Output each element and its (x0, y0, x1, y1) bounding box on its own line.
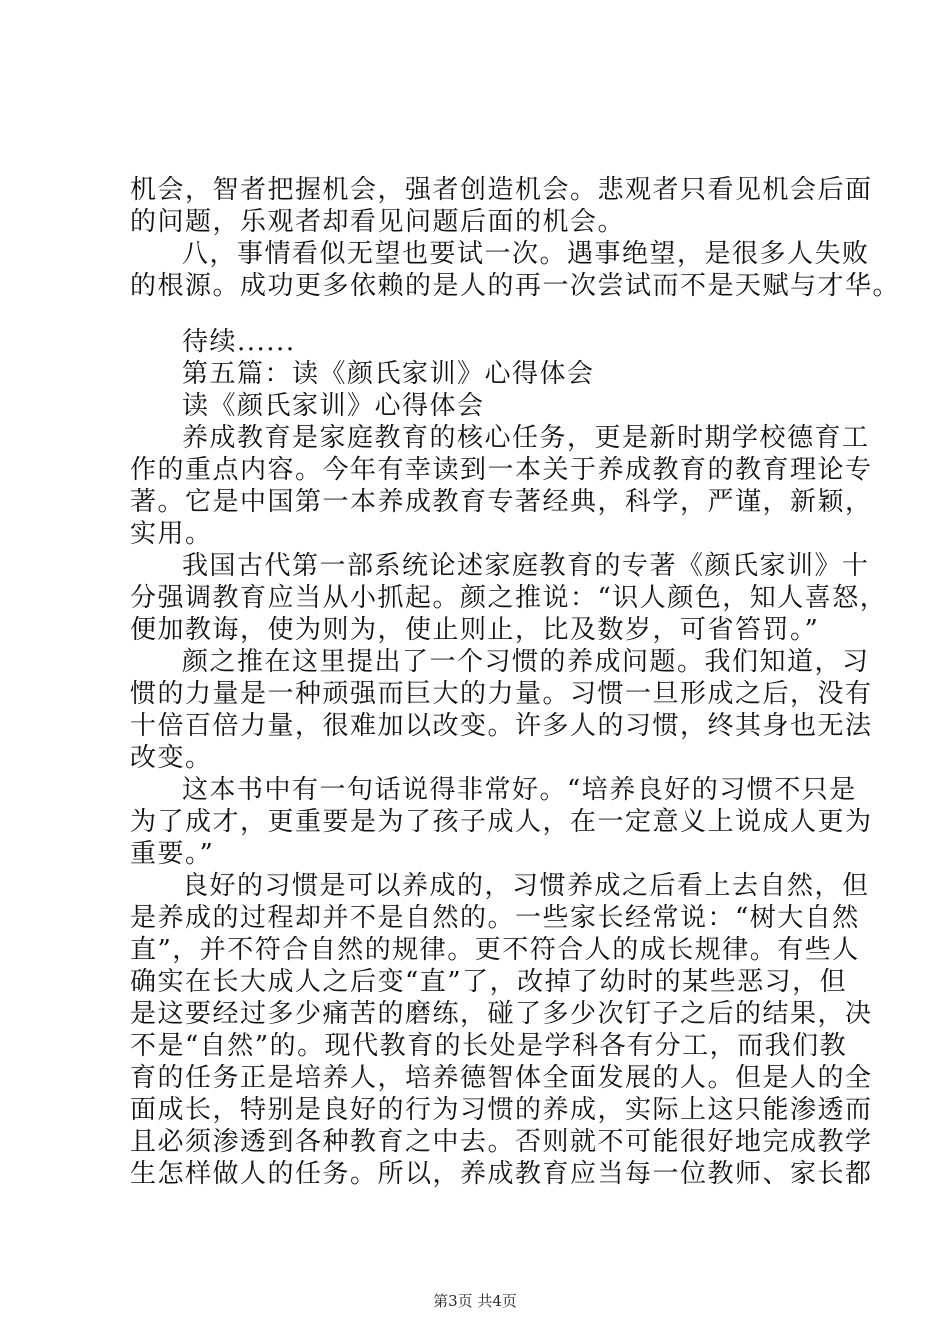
text-line: 育的任务正是培养人，培养德智体全面发展的人。但是人的全 (130, 1063, 873, 1093)
text-line: 直”，并不符合自然的规律。更不符合人的成长规律。有些人 (130, 935, 860, 965)
document-body (130, 174, 901, 1190)
section-heading: 第五篇：读《颜氏家训》心得体会 (182, 359, 595, 389)
text-line: 实用。 (130, 519, 213, 549)
text-line: 待续...... (182, 327, 296, 357)
text-line: 是养成的过程却并不是自然的。一些家长经常说：“树大自然 (130, 903, 860, 933)
text-line: 的根源。成功更多依赖的是人的再一次尝试而不是天赋与才华。 (130, 271, 901, 301)
text-line: 作的重点内容。今年有幸读到一本关于养成教育的教育理论专 (130, 455, 873, 485)
text-line: 惯的力量是一种顽强而巨大的力量。习惯一旦形成之后，没有 (130, 679, 873, 709)
text-line: 十倍百倍力量，很难加以改变。许多人的习惯，终其身也无法 (130, 711, 873, 741)
text-line: 便加教诲，使为则为，使止则止，比及数岁，可省笞罚。” (130, 615, 820, 645)
text-line: 良好的习惯是可以养成的，习惯养成之后看上去自然，但 (182, 871, 870, 901)
paragraph-gap (130, 302, 830, 326)
text-line: 这本书中有一句话说得非常好。“培养良好的习惯不只是 (182, 775, 857, 805)
text-line: 八，事情看似无望也要试一次。遇事绝望，是很多人失败 (182, 239, 870, 269)
text-line: 分强调教育应当从小抓起。颜之推说：“识人颜色，知人喜怒， (130, 583, 888, 613)
text-line: 面成长，特别是良好的行为习惯的养成，实际上这只能渗透而 (130, 1095, 873, 1125)
text-line: 著。它是中国第一本养成教育专著经典，科学，严谨，新颖， (130, 487, 873, 517)
text-line: 且必须渗透到各种教育之中去。否则就不可能很好地完成教学 (130, 1127, 873, 1157)
text-line: 的问题，乐观者却看见问题后面的机会。 (130, 207, 626, 237)
text-line: 为了成才，更重要是为了孩子成人，在一定意义上说成人更为 (130, 807, 873, 837)
article-title: 读《颜氏家训》心得体会 (182, 391, 485, 421)
text-line: 机会，智者把握机会，强者创造机会。悲观者只看见机会后面 (130, 175, 873, 205)
text-line: 我国古代第一部系统论述家庭教育的专著《颜氏家训》十 (182, 551, 870, 581)
text-line: 改变。 (130, 743, 213, 773)
text-line: 不是“自然”的。现代教育的长处是学科各有分工，而我们教 (130, 1031, 848, 1061)
text-line: 颜之推在这里提出了一个习惯的养成问题。我们知道，习 (182, 647, 870, 677)
text-line: 重要。” (130, 839, 215, 869)
page-footer: 第3页 共4页 (433, 1292, 517, 1310)
text-line: 生怎样做人的任务。所以，养成教育应当每一位教师、家长都 (130, 1159, 873, 1189)
text-line: 养成教育是家庭教育的核心任务，更是新时期学校德育工 (182, 423, 870, 453)
text-line: 确实在长大成人之后变“直”了，改掉了幼时的某些恶习，但 (130, 967, 848, 997)
text-line: 是这要经过多少痛苦的磨练，碰了多少次钉子之后的结果，决 (130, 999, 873, 1029)
